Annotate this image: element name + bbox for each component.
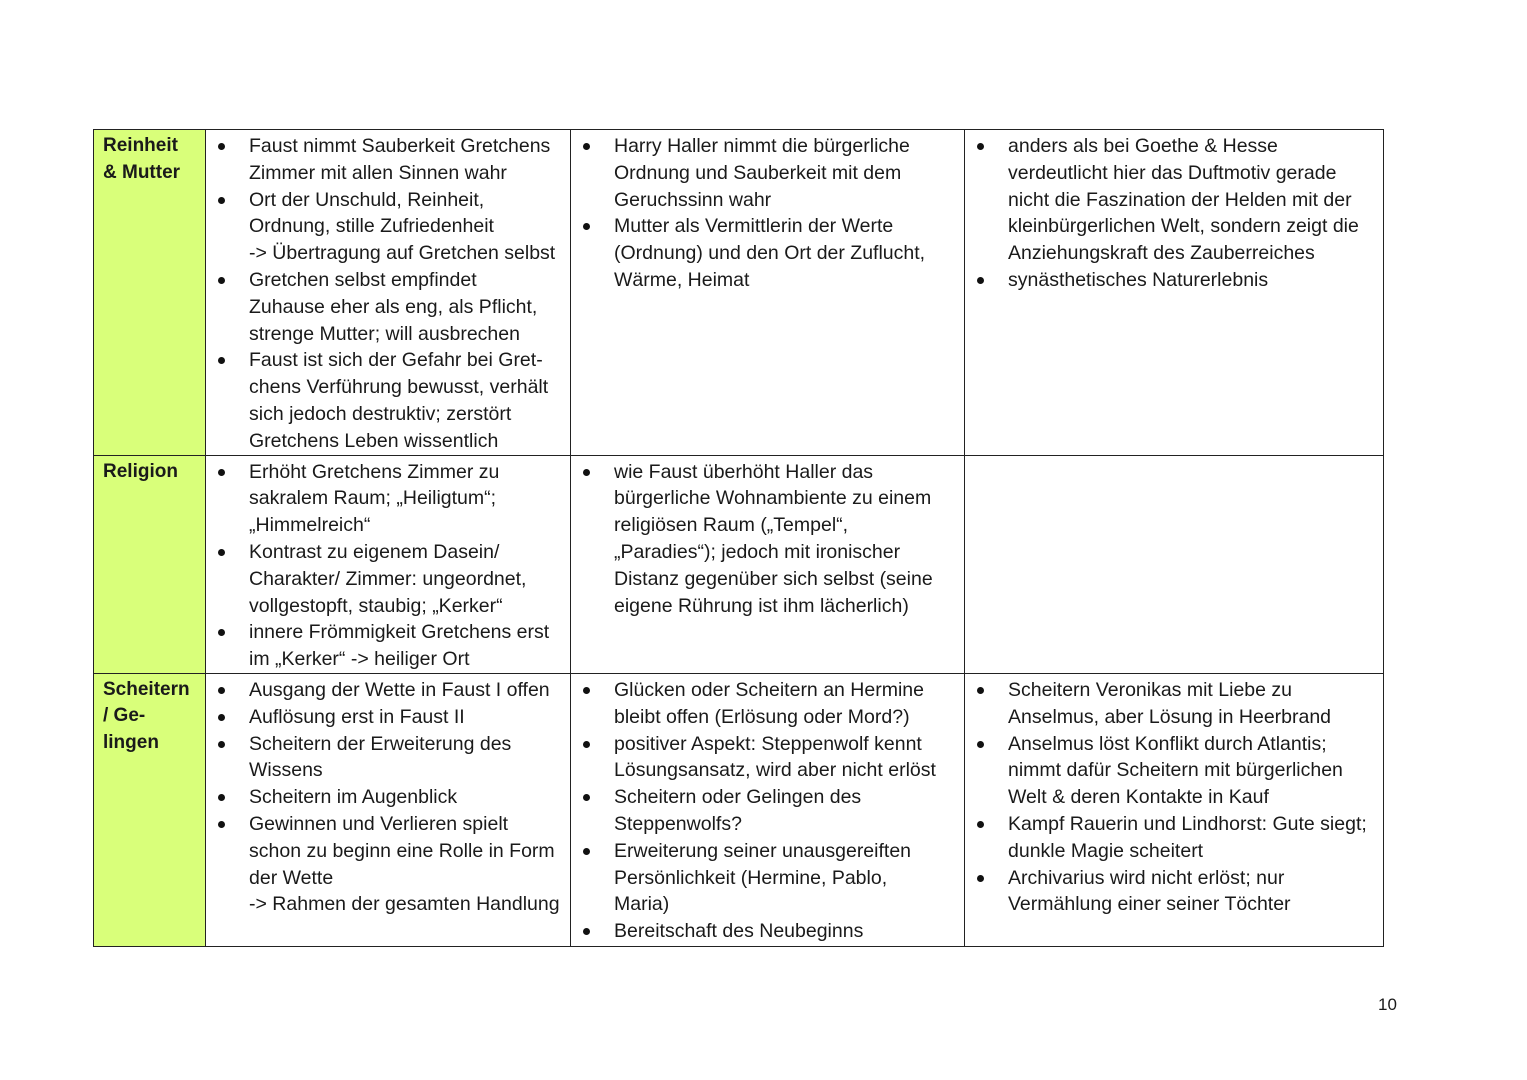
bullet-item bbox=[206, 704, 566, 731]
bullet-text-line: Lösungsansatz, wird aber nicht erlöst bbox=[614, 759, 936, 782]
bullet-list bbox=[965, 677, 1379, 918]
bullet-text-line: Ort der Unschuld, Reinheit, bbox=[249, 188, 485, 211]
bullet-item bbox=[206, 811, 566, 918]
bullet-text-line: (Ordnung) und den Ort der Zuflucht, bbox=[614, 242, 926, 265]
bullet-text-line: Persönlichkeit (Hermine, Pablo, bbox=[614, 866, 888, 889]
cell-steppenwolf bbox=[571, 673, 965, 946]
bullet-item bbox=[206, 539, 566, 619]
bullet-text-line: Zuhause eher als eng, als Pflicht, bbox=[249, 295, 538, 318]
bullet-text-line: Ordnung, stille Zufriedenheit bbox=[249, 215, 494, 238]
row-label bbox=[94, 673, 206, 946]
bullet-text-line: Mutter als Vermittlerin der Werte bbox=[614, 215, 894, 238]
bullet-item bbox=[206, 677, 566, 704]
bullet-text-line: Erhöht Gretchens Zimmer zu bbox=[249, 460, 500, 483]
bullet-text-line: Kampf Rauerin und Lindhorst: Gute siegt; bbox=[1008, 812, 1367, 835]
bullet-text-line: nimmt dafür Scheitern mit bürgerlichen bbox=[1008, 759, 1343, 782]
bullet-text-line: Archivarius wird nicht erlöst; nur bbox=[1008, 866, 1285, 889]
bullet-item bbox=[571, 784, 960, 838]
bullet-text-line: eigene Rührung ist ihm lächerlich) bbox=[614, 594, 909, 617]
bullet-item bbox=[571, 838, 960, 918]
table-row-scheitern bbox=[94, 673, 1384, 946]
bullet-text-line: Gewinnen und Verlieren spielt bbox=[249, 812, 509, 835]
bullet-item bbox=[571, 459, 960, 620]
bullet-item bbox=[206, 784, 566, 811]
bullet-text-line: Auflösung erst in Faust II bbox=[249, 705, 465, 728]
bullet-item bbox=[206, 459, 566, 539]
cell-faust bbox=[206, 130, 571, 456]
bullet-text-line: Anselmus löst Konflikt durch Atlantis; bbox=[1008, 732, 1327, 755]
bullet-text-line: Gretchens Leben wissentlich bbox=[249, 429, 499, 452]
bullet-text-line: Scheitern der Erweiterung des bbox=[249, 732, 512, 755]
bullet-item bbox=[571, 918, 960, 945]
bullet-text-line: Scheitern im Augenblick bbox=[249, 786, 458, 809]
row-label-line: Religion bbox=[103, 460, 178, 482]
table-row-religion bbox=[94, 455, 1384, 673]
cell-goldner-topf bbox=[965, 673, 1384, 946]
bullet-text-line: Maria) bbox=[614, 893, 670, 916]
bullet-list bbox=[206, 459, 566, 673]
bullet-text-line: Faust nimmt Sauberkeit Gretchens bbox=[249, 135, 551, 157]
bullet-text-line: religiösen Raum („Tempel“, bbox=[614, 514, 849, 537]
bullet-text-line: Bereitschaft des Neubeginns bbox=[614, 920, 864, 943]
bullet-text-line: sakralem Raum; „Heiligtum“; bbox=[249, 487, 497, 510]
row-label-line: Scheitern bbox=[103, 678, 190, 700]
bullet-text-line: verdeutlicht hier das Duftmotiv gerade bbox=[1008, 161, 1337, 184]
row-label-line: lingen bbox=[103, 731, 159, 753]
bullet-text-line: Gretchen selbst empfindet bbox=[249, 268, 477, 291]
bullet-text-line: dunkle Magie scheitert bbox=[1008, 839, 1204, 862]
bullet-text-line: im „Kerker“ -> heiliger Ort bbox=[249, 648, 470, 671]
row-label-line: / Ge- bbox=[103, 705, 146, 727]
bullet-list bbox=[571, 677, 960, 945]
bullet-text-line: Geruchssinn wahr bbox=[614, 188, 772, 211]
bullet-text-line: „Paradies“); jedoch mit ironischer bbox=[614, 540, 901, 563]
bullet-text-line: -> Rahmen der gesamten Handlung bbox=[249, 893, 560, 916]
bullet-text-line: Erweiterung seiner unausgereiften bbox=[614, 839, 912, 862]
bullet-list bbox=[206, 677, 566, 918]
bullet-list bbox=[571, 133, 960, 294]
bullet-text-line: bürgerliche Wohnambiente zu einem bbox=[614, 487, 932, 510]
cell-faust bbox=[206, 673, 571, 946]
bullet-text-line: Anziehungskraft des Zauberreiches bbox=[1008, 242, 1315, 265]
bullet-text-line: nicht die Faszination der Helden mit der bbox=[1008, 188, 1352, 211]
row-label bbox=[94, 455, 206, 673]
bullet-text-line: Scheitern oder Gelingen des bbox=[614, 786, 862, 809]
bullet-text-line: anders als bei Goethe & Hesse bbox=[1008, 135, 1278, 157]
bullet-text-line: „Himmelreich“ bbox=[249, 514, 371, 537]
cell-steppenwolf bbox=[571, 455, 965, 673]
bullet-item bbox=[206, 187, 566, 267]
bullet-item bbox=[965, 267, 1379, 294]
bullet-item bbox=[965, 677, 1379, 731]
bullet-item bbox=[571, 677, 960, 731]
table-body bbox=[94, 130, 1384, 947]
bullet-item bbox=[206, 731, 566, 785]
bullet-text-line: schon zu beginn eine Rolle in Form bbox=[249, 839, 555, 862]
bullet-text-line: Faust ist sich der Gefahr bei Gret- bbox=[249, 349, 543, 372]
page-number: 10 bbox=[1378, 995, 1397, 1014]
bullet-text-line: positiver Aspekt: Steppenwolf kennt bbox=[614, 732, 922, 755]
bullet-item bbox=[206, 133, 566, 187]
bullet-item bbox=[206, 619, 566, 673]
bullet-text-line: Distanz gegenüber sich selbst (seine bbox=[614, 567, 933, 590]
row-label-line: & Mutter bbox=[103, 161, 181, 183]
bullet-text-line: der Wette bbox=[249, 866, 334, 889]
bullet-text-line: vollgestopft, staubig; „Kerker“ bbox=[249, 594, 503, 617]
bullet-text-line: sich jedoch destruktiv; zerstört bbox=[249, 402, 512, 425]
bullet-text-line: synästhetisches Naturerlebnis bbox=[1008, 268, 1269, 291]
bullet-text-line: Vermählung einer seiner Töchter bbox=[1008, 893, 1291, 916]
bullet-item bbox=[965, 731, 1379, 811]
bullet-item bbox=[571, 133, 960, 213]
bullet-item bbox=[965, 811, 1379, 865]
bullet-list bbox=[206, 133, 566, 455]
bullet-item bbox=[206, 267, 566, 347]
bullet-text-line: Wissens bbox=[249, 759, 323, 782]
bullet-text-line: innere Frömmigkeit Gretchens erst bbox=[249, 621, 550, 644]
bullet-item bbox=[206, 347, 566, 454]
bullet-text-line: Wärme, Heimat bbox=[614, 268, 750, 291]
row-label-line: Reinheit bbox=[103, 135, 178, 156]
bullet-text-line: Scheitern Veronikas mit Liebe zu bbox=[1008, 678, 1292, 701]
bullet-item bbox=[571, 213, 960, 293]
bullet-text-line: Anselmus, aber Lösung in Heerbrand bbox=[1008, 705, 1332, 728]
bullet-list bbox=[965, 133, 1379, 294]
cell-faust bbox=[206, 455, 571, 673]
bullet-text-line: Steppenwolfs? bbox=[614, 812, 742, 835]
bullet-text-line: wie Faust überhöht Haller das bbox=[614, 460, 874, 483]
bullet-item bbox=[965, 865, 1379, 919]
cell-goldner-topf bbox=[965, 455, 1384, 673]
table-row-reinheit bbox=[94, 130, 1384, 456]
comparison-table bbox=[93, 129, 1384, 947]
bullet-text-line: Kontrast zu eigenem Dasein/ bbox=[249, 540, 500, 563]
bullet-text-line: Welt & deren Kontakte in Kauf bbox=[1008, 786, 1269, 809]
bullet-text-line: Glücken oder Scheitern an Hermine bbox=[614, 678, 924, 701]
cell-goldner-topf bbox=[965, 130, 1384, 456]
bullet-text-line: Zimmer mit allen Sinnen wahr bbox=[249, 161, 507, 184]
bullet-text-line: -> Übertragung auf Gretchen selbst bbox=[249, 242, 556, 265]
row-label bbox=[94, 130, 206, 456]
bullet-text-line: chens Verführung bewusst, verhält bbox=[249, 376, 549, 399]
bullet-text-line: Ordnung und Sauberkeit mit dem bbox=[614, 161, 902, 184]
bullet-item bbox=[965, 133, 1379, 267]
bullet-text-line: Charakter/ Zimmer: ungeordnet, bbox=[249, 567, 527, 590]
bullet-text-line: Harry Haller nimmt die bürgerliche bbox=[614, 135, 910, 157]
bullet-list bbox=[571, 459, 960, 620]
bullet-text-line: strenge Mutter; will ausbrechen bbox=[249, 322, 520, 345]
bullet-item bbox=[571, 731, 960, 785]
bullet-text-line: bleibt offen (Erlösung oder Mord?) bbox=[614, 705, 910, 728]
bullet-text-line: kleinbürgerlichen Welt, sondern zeigt die bbox=[1008, 215, 1359, 238]
cell-steppenwolf bbox=[571, 130, 965, 456]
bullet-text-line: Ausgang der Wette in Faust I offen bbox=[249, 678, 550, 701]
